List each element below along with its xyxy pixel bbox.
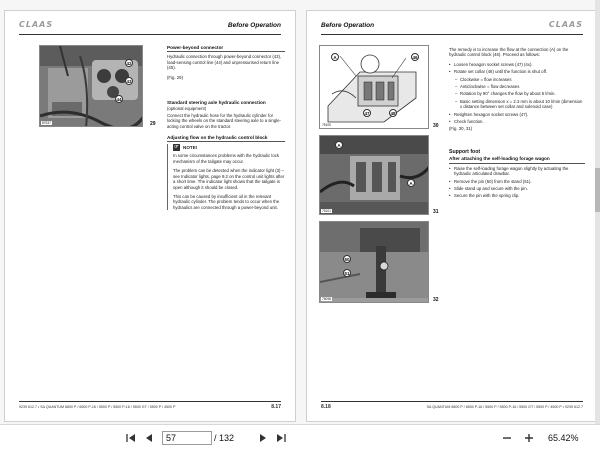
callout-51: 51 (344, 271, 350, 276)
fig-reference: (Fig. 30, 31) (449, 126, 473, 132)
left-text-column (167, 45, 285, 214)
page-number-input[interactable]: 57 (162, 431, 212, 445)
zoom-level[interactable]: 65.42% (548, 433, 579, 443)
list-item: • Retighten hexagon socket screws (47). (449, 112, 585, 117)
list-item: • Rotate set collar (48) until the function is shut off. (449, 69, 585, 74)
page-number: 8.17 (271, 404, 281, 410)
figure-number: 30 (433, 123, 439, 129)
last-page-icon[interactable] (274, 430, 288, 446)
sub-steps-list (455, 77, 585, 110)
hand-pointer-icon: ☞ (174, 144, 179, 151)
list-item: – Anticlockwise = flow decreases (455, 84, 585, 89)
figure-number: 31 (433, 209, 439, 215)
page-8-18 (306, 10, 598, 422)
list-item: – Rotation by 90° changes the flow by about 5 l/min. (455, 91, 585, 96)
right-text-column (449, 47, 585, 201)
steps-after-list (449, 112, 585, 125)
first-page-icon[interactable] (124, 430, 138, 446)
section-title: Support foot (449, 148, 481, 155)
figure-32-photo (319, 221, 429, 303)
note-header (173, 144, 285, 151)
image-code: 75100 (322, 123, 331, 127)
list-item: • Loosen hexagon socket screws (47) (4x). (449, 62, 585, 67)
list-item: – Clockwise = flow increases (455, 77, 585, 82)
note-paragraph: The problem can be detected when the indicator light (3) – see Indicator lights, page 9.2 on the control unit lights after a short time. The indicator light shows that the tailgate is open although it should be closed. (173, 168, 285, 190)
page-header (321, 19, 583, 35)
footer-model: SA QUANTUM 6800 P / 6500 P-16 / 5500 P / 5500 P-16 / 5500 GT / 5500 P / 4500 P • 9239 612.7 (426, 405, 583, 409)
section-title: Standard steering axle hydraulic connection (167, 100, 266, 106)
zoom-in-icon[interactable] (522, 430, 536, 446)
callout-a: A (335, 141, 343, 149)
header-title: Before Operation (227, 22, 281, 29)
callout-47: 47 (364, 111, 370, 116)
figure-number: 29 (150, 121, 156, 127)
scrollbar-thumb[interactable] (595, 168, 600, 212)
paragraph: Hydraulic connection through power-beyond connector (43), load-sensing control line (44) and unpressurised return line (45). (167, 54, 282, 71)
list-item: – Basic setting dimension x = 2.3 mm is about 10 l/min (dimension x distance between set collar and solenoid case) (455, 99, 585, 110)
list-item: • Secure the pin with the spring clip. (449, 193, 585, 198)
page-8-17 (4, 10, 296, 422)
list-item: • Remove the pin (50) from the stand (51). (449, 179, 585, 184)
intro-paragraph: The remedy is to increase the flow at the connection (A) on the hydraulic control block (46). Proceed as follows: (449, 47, 569, 58)
vertical-scrollbar[interactable] (595, 0, 600, 424)
page-total: / 132 (214, 433, 235, 443)
fig-reference: (Fig. 29) (167, 74, 183, 80)
image-code: 75098 (322, 297, 331, 301)
steps-list (449, 62, 585, 75)
note-paragraph: In some circumstances problems with the hydraulic lock mechanism of the tailgate may occur. (173, 153, 280, 164)
page-footer (321, 401, 583, 411)
zoom-out-icon[interactable] (500, 430, 514, 446)
note-paragraph: This can be caused by insufficient oil in the relevant hydraulic cylinder. The problem tends to occur when the hydraulics are connected through a power-beyond unit. (173, 193, 280, 210)
list-item: • Slide stand up and secure with the pin. (449, 186, 585, 191)
page-number: 8.18 (321, 404, 331, 410)
header-title: Before Operation (321, 22, 375, 29)
callout-48: 48 (390, 111, 396, 116)
footer-model: 9239 612.7 • SA QUANTUM 6800 P / 6500 P-16 / 5500 P / 5500 P-16 / 5500 GT / 5500 P / 4500 P (19, 405, 176, 409)
image-code: 75101 (322, 209, 331, 213)
section-title: Adjusting flow on the hydraulic control block (167, 135, 285, 142)
callout-42: 42 (126, 61, 132, 66)
page-header (19, 19, 281, 35)
viewer-toolbar (0, 424, 600, 450)
claas-logo: CLAAS (548, 20, 583, 29)
note-box (167, 144, 285, 210)
support-steps-list (449, 166, 585, 199)
support-foot-photo (320, 222, 429, 303)
figure-number: 32 (433, 297, 439, 303)
list-item: • Check function. (449, 119, 585, 124)
paragraph: Connect the hydraulic hose for the hydraulic cylinder for locking the wheels on the standard steering axle to a single-acting control valve on the tractor. (167, 112, 281, 129)
section-subtitle: After attaching the self-loading forage wagon (449, 156, 585, 163)
section-title: Power-beyond connector (167, 45, 285, 52)
list-item: • Raise the self-loading forage wagon slightly by actuating the hydraulic articulated drawbar. (449, 166, 585, 177)
prev-page-icon[interactable] (142, 430, 156, 446)
callout-a: A (331, 53, 339, 61)
figure-29-photo (39, 45, 143, 127)
page-footer (19, 401, 281, 411)
next-page-icon[interactable] (256, 430, 270, 446)
callout-43: 43 (126, 79, 132, 84)
callout-46: 46 (412, 55, 418, 60)
section-subtitle: (optional equipment) (167, 106, 207, 112)
image-code: 87937 (42, 121, 51, 125)
callout-50: 50 (344, 257, 350, 262)
claas-logo: CLAAS (19, 20, 54, 29)
note-label: NOTE! (183, 145, 198, 151)
callout-a: A (407, 179, 415, 187)
callout-44: 44 (116, 97, 122, 102)
